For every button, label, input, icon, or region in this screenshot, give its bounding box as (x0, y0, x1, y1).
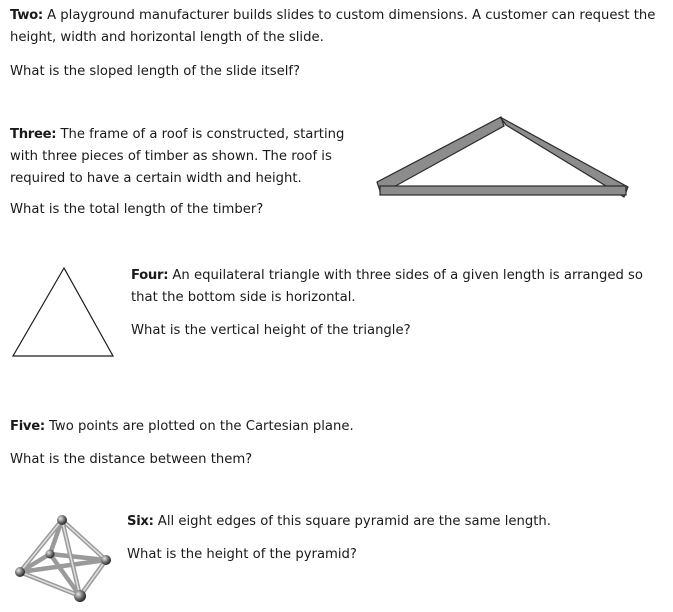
problem-three-question: What is the total length of the timber? (10, 202, 264, 217)
problem-label: Six: (127, 514, 154, 529)
problem-description: Two points are plotted on the Cartesian plane. (44, 419, 354, 434)
problem-label: Two: (10, 8, 43, 23)
problem-description: An equilateral triangle with three sides of a given length is arranged so that the bottom side is horizontal. (131, 268, 643, 305)
problem-six-question: What is the height of the pyramid? (127, 547, 357, 562)
roof-right-beam (500, 117, 628, 197)
problem-three-text (10, 124, 360, 190)
problem-five-text (10, 416, 660, 438)
roof-left-beam (377, 117, 504, 194)
problem-five-question: What is the distance between them? (10, 452, 253, 467)
roof-base-beam (380, 186, 626, 195)
problem-four-question: What is the vertical height of the triangle? (131, 323, 411, 338)
problem-description: All eight edges of this square pyramid are the same length. (153, 514, 551, 529)
roof-frame-illustration (374, 112, 634, 202)
problem-six-text (127, 511, 657, 533)
problem-label: Five: (10, 419, 45, 434)
equilateral-triangle-illustration (8, 263, 118, 358)
problem-two-question: What is the sloped length of the slide itself? (10, 64, 301, 79)
problem-label: Four: (131, 268, 169, 283)
square-pyramid-model-illustration (12, 510, 122, 610)
problem-description: A playground manufacturer builds slides to custom dimensions. A customer can request the height, width and horizontal length of the slide. (10, 8, 656, 45)
problem-description: The frame of a roof is constructed, starting with three pieces of timber as shown. The roof is required to have a certain width and height. (10, 127, 345, 186)
problem-label: Three: (10, 127, 57, 142)
problem-four-text (131, 265, 661, 309)
problem-two-text (10, 5, 665, 49)
